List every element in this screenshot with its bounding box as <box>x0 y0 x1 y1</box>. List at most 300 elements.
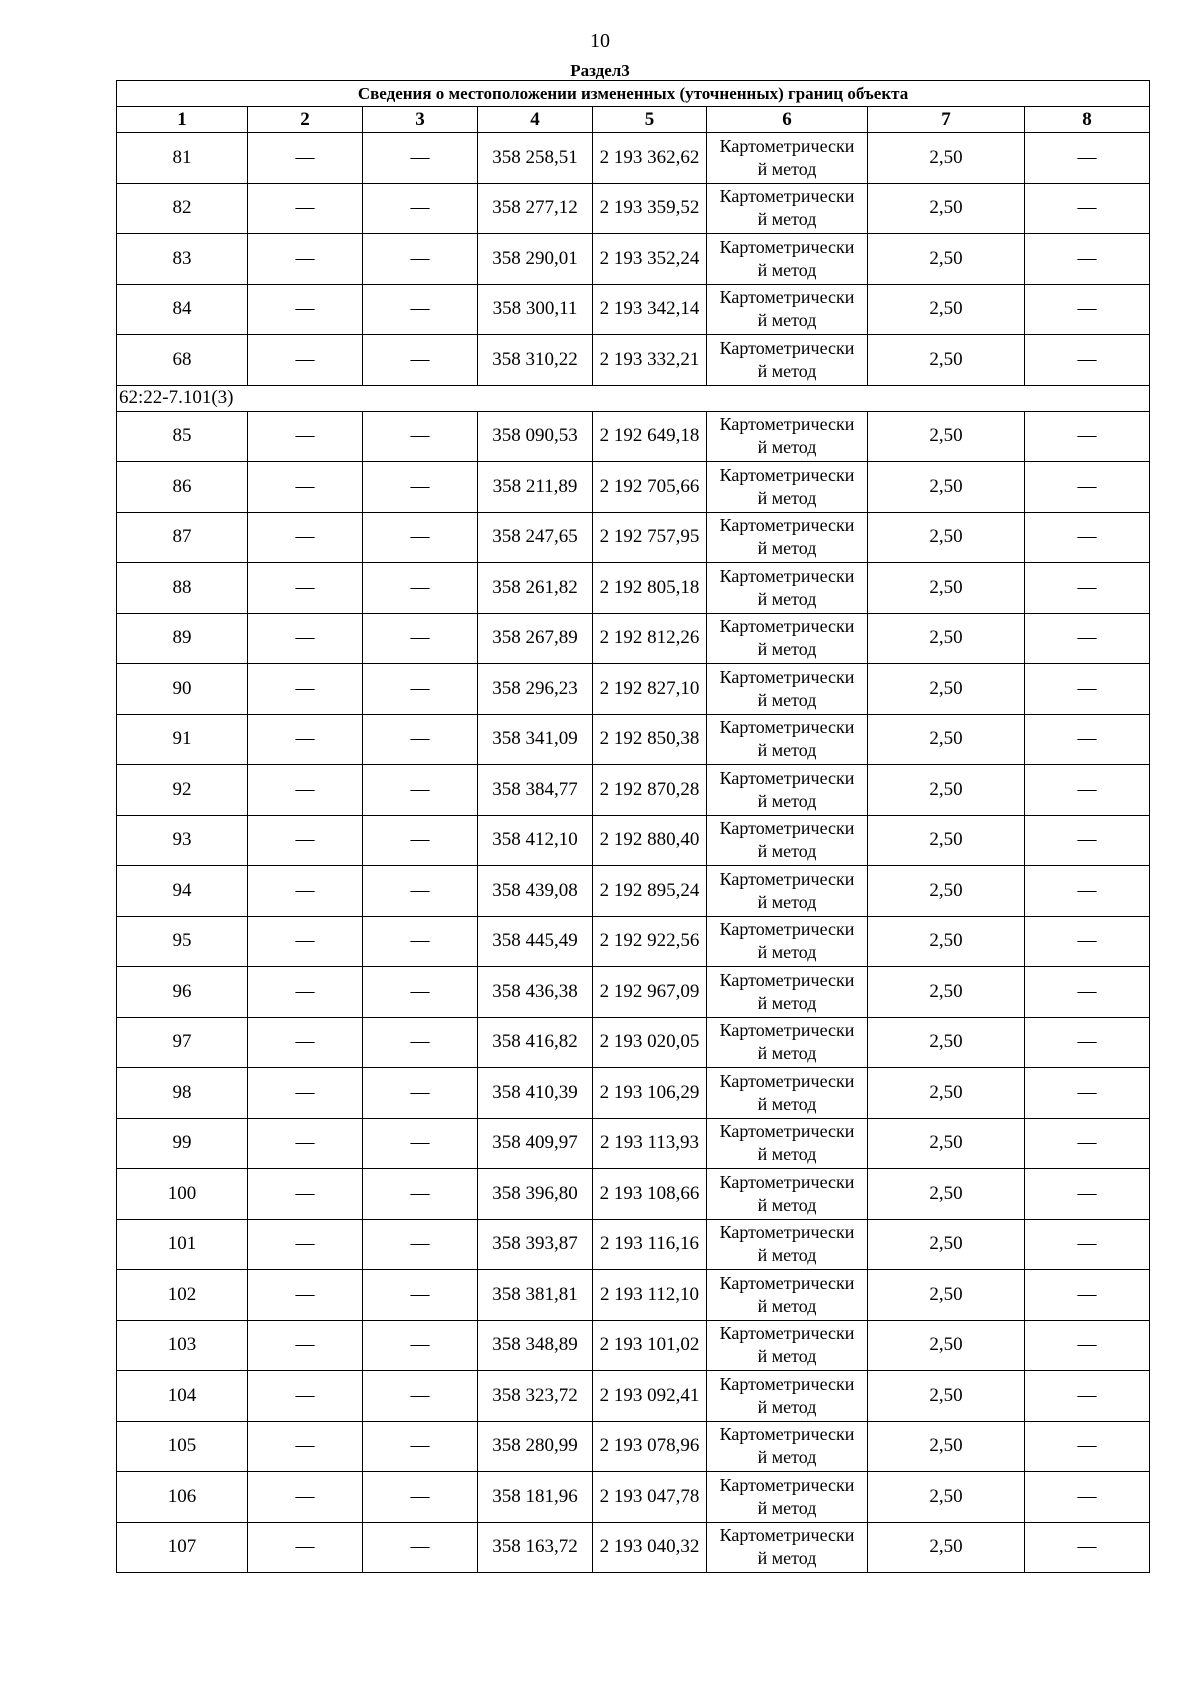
method-cell <box>707 183 868 234</box>
method-line-1: Картометрически <box>719 919 855 940</box>
method-line-1: Картометрически <box>719 1020 855 1041</box>
y-coordinate-cell: 2 193 116,16 <box>593 1219 707 1270</box>
cell-col8: — <box>1025 916 1150 967</box>
table-row <box>117 765 1150 816</box>
method-line-2: й метод <box>757 360 817 381</box>
point-number-cell: 107 <box>117 1522 248 1573</box>
y-coordinate-cell: 2 192 870,28 <box>593 765 707 816</box>
table-row <box>117 563 1150 614</box>
accuracy-cell: 2,50 <box>868 1169 1025 1220</box>
method-line-2: й метод <box>757 1396 817 1417</box>
x-coordinate-cell: 358 416,82 <box>478 1017 593 1068</box>
cell-col2: — <box>248 765 363 816</box>
cell-col8: — <box>1025 664 1150 715</box>
x-coordinate-cell: 358 409,97 <box>478 1118 593 1169</box>
method-line-2: й метод <box>757 639 817 660</box>
method-cell <box>707 714 868 765</box>
method-line-1: Картометрически <box>719 818 855 839</box>
method-line-1: Картометрически <box>719 717 855 738</box>
accuracy-cell: 2,50 <box>868 765 1025 816</box>
method-line-2: й метод <box>757 689 817 710</box>
method-line-1: Картометрически <box>719 969 855 990</box>
cell-col3: — <box>363 1421 478 1472</box>
cell-col2: — <box>248 1320 363 1371</box>
method-line-2: й метод <box>757 1548 817 1569</box>
table-row <box>117 714 1150 765</box>
accuracy-cell: 2,50 <box>868 284 1025 335</box>
cell-col2: — <box>248 335 363 386</box>
cell-col2: — <box>248 1421 363 1472</box>
table-caption: Сведения о местоположении измененных (уточненных) границ объекта <box>117 81 1150 107</box>
cell-col2: — <box>248 1068 363 1119</box>
table-row <box>117 1320 1150 1371</box>
x-coordinate-cell: 358 211,89 <box>478 462 593 513</box>
cell-col8: — <box>1025 1522 1150 1573</box>
table-row <box>117 1017 1150 1068</box>
method-cell <box>707 1270 868 1321</box>
column-header: 1 <box>117 107 248 133</box>
cell-col3: — <box>363 563 478 614</box>
column-header: 8 <box>1025 107 1150 133</box>
method-line-2: й метод <box>757 437 817 458</box>
accuracy-cell: 2,50 <box>868 1371 1025 1422</box>
cell-col8: — <box>1025 613 1150 664</box>
table-row <box>117 234 1150 285</box>
cell-col3: — <box>363 866 478 917</box>
cell-col2: — <box>248 1522 363 1573</box>
cell-col8: — <box>1025 411 1150 462</box>
method-line-2: й метод <box>757 1447 817 1468</box>
cell-col8: — <box>1025 1017 1150 1068</box>
column-header: 2 <box>248 107 363 133</box>
accuracy-cell: 2,50 <box>868 1472 1025 1523</box>
x-coordinate-cell: 358 439,08 <box>478 866 593 917</box>
point-number-cell: 85 <box>117 411 248 462</box>
method-line-2: й метод <box>757 1144 817 1165</box>
cell-col8: — <box>1025 133 1150 184</box>
method-line-2: й метод <box>757 740 817 761</box>
x-coordinate-cell: 358 300,11 <box>478 284 593 335</box>
x-coordinate-cell: 358 258,51 <box>478 133 593 184</box>
method-line-1: Картометрически <box>719 1373 855 1394</box>
cell-col3: — <box>363 613 478 664</box>
cell-col8: — <box>1025 1371 1150 1422</box>
section-title: Раздел3 <box>570 61 630 80</box>
method-cell <box>707 866 868 917</box>
table-row <box>117 462 1150 513</box>
accuracy-cell: 2,50 <box>868 714 1025 765</box>
point-number-cell: 81 <box>117 133 248 184</box>
x-coordinate-cell: 358 163,72 <box>478 1522 593 1573</box>
table-row <box>117 1169 1150 1220</box>
point-number-cell: 104 <box>117 1371 248 1422</box>
table-row <box>117 1371 1150 1422</box>
accuracy-cell: 2,50 <box>868 613 1025 664</box>
method-cell <box>707 1169 868 1220</box>
method-line-2: й метод <box>757 1245 817 1266</box>
method-cell <box>707 1421 868 1472</box>
cell-col8: — <box>1025 967 1150 1018</box>
accuracy-cell: 2,50 <box>868 664 1025 715</box>
table-row <box>117 1068 1150 1119</box>
table-row <box>117 967 1150 1018</box>
table-row <box>117 815 1150 866</box>
cell-col3: — <box>363 1472 478 1523</box>
table-row <box>117 133 1150 184</box>
cell-col8: — <box>1025 284 1150 335</box>
x-coordinate-cell: 358 412,10 <box>478 815 593 866</box>
x-coordinate-cell: 358 290,01 <box>478 234 593 285</box>
cell-col8: — <box>1025 335 1150 386</box>
table-row <box>117 284 1150 335</box>
method-cell <box>707 234 868 285</box>
x-coordinate-cell: 358 410,39 <box>478 1068 593 1119</box>
method-line-1: Картометрически <box>719 1070 855 1091</box>
method-cell <box>707 967 868 1018</box>
y-coordinate-cell: 2 192 922,56 <box>593 916 707 967</box>
cell-col2: — <box>248 1219 363 1270</box>
x-coordinate-cell: 358 280,99 <box>478 1421 593 1472</box>
y-coordinate-cell: 2 193 106,29 <box>593 1068 707 1119</box>
x-coordinate-cell: 358 247,65 <box>478 512 593 563</box>
point-number-cell: 101 <box>117 1219 248 1270</box>
method-line-1: Картометрически <box>719 616 855 637</box>
boundary-coordinates-table <box>116 80 1150 1573</box>
point-number-cell: 91 <box>117 714 248 765</box>
x-coordinate-cell: 358 296,23 <box>478 664 593 715</box>
method-line-2: й метод <box>757 1043 817 1064</box>
method-cell <box>707 613 868 664</box>
point-number-cell: 100 <box>117 1169 248 1220</box>
group-row <box>117 385 1150 411</box>
column-header: 3 <box>363 107 478 133</box>
method-cell <box>707 335 868 386</box>
y-coordinate-cell: 2 193 352,24 <box>593 234 707 285</box>
point-number-cell: 95 <box>117 916 248 967</box>
method-line-2: й метод <box>757 891 817 912</box>
method-line-1: Картометрически <box>719 515 855 536</box>
method-line-1: Картометрически <box>719 1222 855 1243</box>
cell-col3: — <box>363 1270 478 1321</box>
table-row <box>117 183 1150 234</box>
cell-col3: — <box>363 916 478 967</box>
accuracy-cell: 2,50 <box>868 1421 1025 1472</box>
method-line-2: й метод <box>757 992 817 1013</box>
cell-col2: — <box>248 1371 363 1422</box>
y-coordinate-cell: 2 193 342,14 <box>593 284 707 335</box>
page-number: 10 <box>590 30 610 52</box>
method-line-1: Картометрически <box>719 186 855 207</box>
x-coordinate-cell: 358 323,72 <box>478 1371 593 1422</box>
method-line-2: й метод <box>757 1346 817 1367</box>
point-number-cell: 84 <box>117 284 248 335</box>
table-row <box>117 613 1150 664</box>
cell-col3: — <box>363 411 478 462</box>
table-caption-row <box>117 81 1150 107</box>
y-coordinate-cell: 2 193 078,96 <box>593 1421 707 1472</box>
accuracy-cell: 2,50 <box>868 512 1025 563</box>
cell-col3: — <box>363 1169 478 1220</box>
method-cell <box>707 664 868 715</box>
x-coordinate-cell: 358 181,96 <box>478 1472 593 1523</box>
accuracy-cell: 2,50 <box>868 234 1025 285</box>
table-row <box>117 411 1150 462</box>
point-number-cell: 97 <box>117 1017 248 1068</box>
column-header: 5 <box>593 107 707 133</box>
method-line-1: Картометрически <box>719 1525 855 1546</box>
method-cell <box>707 815 868 866</box>
cell-col8: — <box>1025 815 1150 866</box>
method-cell <box>707 1320 868 1371</box>
cell-col8: — <box>1025 1219 1150 1270</box>
method-line-1: Картометрически <box>719 337 855 358</box>
point-number-cell: 105 <box>117 1421 248 1472</box>
accuracy-cell: 2,50 <box>868 183 1025 234</box>
accuracy-cell: 2,50 <box>868 1270 1025 1321</box>
column-number-row <box>117 107 1150 133</box>
y-coordinate-cell: 2 192 895,24 <box>593 866 707 917</box>
cell-col8: — <box>1025 1320 1150 1371</box>
cell-col3: — <box>363 284 478 335</box>
method-line-1: Картометрически <box>719 1121 855 1142</box>
y-coordinate-cell: 2 193 092,41 <box>593 1371 707 1422</box>
point-number-cell: 96 <box>117 967 248 1018</box>
cell-col8: — <box>1025 1068 1150 1119</box>
accuracy-cell: 2,50 <box>868 411 1025 462</box>
y-coordinate-cell: 2 193 359,52 <box>593 183 707 234</box>
cell-col2: — <box>248 1169 363 1220</box>
point-number-cell: 99 <box>117 1118 248 1169</box>
method-line-1: Картометрически <box>719 414 855 435</box>
x-coordinate-cell: 358 341,09 <box>478 714 593 765</box>
table-row <box>117 1421 1150 1472</box>
cell-col3: — <box>363 183 478 234</box>
x-coordinate-cell: 358 261,82 <box>478 563 593 614</box>
method-cell <box>707 1219 868 1270</box>
cell-col8: — <box>1025 183 1150 234</box>
group-label: 62:22-7.101(3) <box>117 385 1150 411</box>
y-coordinate-cell: 2 193 113,93 <box>593 1118 707 1169</box>
cell-col3: — <box>363 664 478 715</box>
method-line-2: й метод <box>757 588 817 609</box>
point-number-cell: 94 <box>117 866 248 917</box>
method-line-1: Картометрически <box>719 464 855 485</box>
method-line-1: Картометрически <box>719 666 855 687</box>
point-number-cell: 93 <box>117 815 248 866</box>
method-line-1: Картометрически <box>719 565 855 586</box>
method-line-2: й метод <box>757 158 817 179</box>
y-coordinate-cell: 2 193 332,21 <box>593 335 707 386</box>
method-cell <box>707 411 868 462</box>
y-coordinate-cell: 2 193 362,62 <box>593 133 707 184</box>
method-cell <box>707 1371 868 1422</box>
table-row <box>117 1472 1150 1523</box>
table-row <box>117 916 1150 967</box>
point-number-cell: 106 <box>117 1472 248 1523</box>
method-line-1: Картометрически <box>719 1272 855 1293</box>
x-coordinate-cell: 358 310,22 <box>478 335 593 386</box>
cell-col3: — <box>363 815 478 866</box>
method-cell <box>707 1522 868 1573</box>
cell-col2: — <box>248 714 363 765</box>
method-line-2: й метод <box>757 310 817 331</box>
point-number-cell: 92 <box>117 765 248 816</box>
cell-col2: — <box>248 462 363 513</box>
cell-col3: — <box>363 1522 478 1573</box>
table-row <box>117 866 1150 917</box>
cell-col2: — <box>248 967 363 1018</box>
method-line-1: Картометрически <box>719 135 855 156</box>
cell-col2: — <box>248 1118 363 1169</box>
method-line-2: й метод <box>757 790 817 811</box>
method-line-1: Картометрически <box>719 868 855 889</box>
method-line-2: й метод <box>757 841 817 862</box>
x-coordinate-cell: 358 393,87 <box>478 1219 593 1270</box>
x-coordinate-cell: 358 348,89 <box>478 1320 593 1371</box>
method-line-2: й метод <box>757 538 817 559</box>
point-number-cell: 83 <box>117 234 248 285</box>
cell-col3: — <box>363 462 478 513</box>
cell-col3: — <box>363 1118 478 1169</box>
cell-col8: — <box>1025 512 1150 563</box>
table-row <box>117 664 1150 715</box>
cell-col2: — <box>248 133 363 184</box>
method-line-2: й метод <box>757 942 817 963</box>
cell-col8: — <box>1025 1421 1150 1472</box>
cell-col3: — <box>363 234 478 285</box>
method-line-1: Картометрически <box>719 1323 855 1344</box>
method-cell <box>707 765 868 816</box>
method-cell <box>707 133 868 184</box>
cell-col2: — <box>248 512 363 563</box>
y-coordinate-cell: 2 193 020,05 <box>593 1017 707 1068</box>
cell-col8: — <box>1025 1472 1150 1523</box>
method-cell <box>707 284 868 335</box>
point-number-cell: 90 <box>117 664 248 715</box>
method-line-2: й метод <box>757 1194 817 1215</box>
column-header: 6 <box>707 107 868 133</box>
cell-col2: — <box>248 1472 363 1523</box>
y-coordinate-cell: 2 192 649,18 <box>593 411 707 462</box>
cell-col8: — <box>1025 714 1150 765</box>
method-line-1: Картометрически <box>719 287 855 308</box>
column-header: 4 <box>478 107 593 133</box>
y-coordinate-cell: 2 192 827,10 <box>593 664 707 715</box>
cell-col3: — <box>363 1068 478 1119</box>
accuracy-cell: 2,50 <box>868 1118 1025 1169</box>
cell-col8: — <box>1025 462 1150 513</box>
table-row <box>117 1522 1150 1573</box>
cell-col2: — <box>248 1017 363 1068</box>
method-cell <box>707 563 868 614</box>
cell-col8: — <box>1025 1118 1150 1169</box>
x-coordinate-cell: 358 445,49 <box>478 916 593 967</box>
y-coordinate-cell: 2 192 812,26 <box>593 613 707 664</box>
y-coordinate-cell: 2 192 805,18 <box>593 563 707 614</box>
cell-col3: — <box>363 512 478 563</box>
x-coordinate-cell: 358 267,89 <box>478 613 593 664</box>
method-cell <box>707 916 868 967</box>
cell-col8: — <box>1025 866 1150 917</box>
accuracy-cell: 2,50 <box>868 563 1025 614</box>
method-line-2: й метод <box>757 1093 817 1114</box>
x-coordinate-cell: 358 277,12 <box>478 183 593 234</box>
table-body <box>117 81 1150 1573</box>
cell-col3: — <box>363 714 478 765</box>
method-line-1: Картометрически <box>719 236 855 257</box>
cell-col8: — <box>1025 563 1150 614</box>
y-coordinate-cell: 2 192 850,38 <box>593 714 707 765</box>
cell-col2: — <box>248 1270 363 1321</box>
point-number-cell: 88 <box>117 563 248 614</box>
accuracy-cell: 2,50 <box>868 1320 1025 1371</box>
method-cell <box>707 512 868 563</box>
cell-col2: — <box>248 815 363 866</box>
point-number-cell: 103 <box>117 1320 248 1371</box>
y-coordinate-cell: 2 192 967,09 <box>593 967 707 1018</box>
cell-col2: — <box>248 866 363 917</box>
cell-col3: — <box>363 133 478 184</box>
point-number-cell: 102 <box>117 1270 248 1321</box>
accuracy-cell: 2,50 <box>868 462 1025 513</box>
table-row <box>117 1270 1150 1321</box>
method-line-1: Картометрически <box>719 1474 855 1495</box>
cell-col3: — <box>363 967 478 1018</box>
point-number-cell: 98 <box>117 1068 248 1119</box>
point-number-cell: 82 <box>117 183 248 234</box>
point-number-cell: 68 <box>117 335 248 386</box>
cell-col8: — <box>1025 1169 1150 1220</box>
method-cell <box>707 1118 868 1169</box>
x-coordinate-cell: 358 396,80 <box>478 1169 593 1220</box>
x-coordinate-cell: 358 090,53 <box>478 411 593 462</box>
cell-col3: — <box>363 1219 478 1270</box>
cell-col2: — <box>248 284 363 335</box>
cell-col3: — <box>363 1371 478 1422</box>
table-row <box>117 335 1150 386</box>
method-cell <box>707 1472 868 1523</box>
y-coordinate-cell: 2 193 108,66 <box>593 1169 707 1220</box>
table-row <box>117 512 1150 563</box>
table-row <box>117 1219 1150 1270</box>
cell-col2: — <box>248 234 363 285</box>
x-coordinate-cell: 358 381,81 <box>478 1270 593 1321</box>
method-line-1: Картометрически <box>719 767 855 788</box>
column-header: 7 <box>868 107 1025 133</box>
accuracy-cell: 2,50 <box>868 916 1025 967</box>
accuracy-cell: 2,50 <box>868 967 1025 1018</box>
method-line-2: й метод <box>757 209 817 230</box>
accuracy-cell: 2,50 <box>868 815 1025 866</box>
accuracy-cell: 2,50 <box>868 1219 1025 1270</box>
y-coordinate-cell: 2 192 880,40 <box>593 815 707 866</box>
y-coordinate-cell: 2 193 040,32 <box>593 1522 707 1573</box>
accuracy-cell: 2,50 <box>868 866 1025 917</box>
cell-col2: — <box>248 183 363 234</box>
x-coordinate-cell: 358 384,77 <box>478 765 593 816</box>
table-row <box>117 1118 1150 1169</box>
cell-col3: — <box>363 335 478 386</box>
accuracy-cell: 2,50 <box>868 133 1025 184</box>
accuracy-cell: 2,50 <box>868 335 1025 386</box>
method-cell <box>707 462 868 513</box>
y-coordinate-cell: 2 193 112,10 <box>593 1270 707 1321</box>
cell-col2: — <box>248 916 363 967</box>
y-coordinate-cell: 2 193 047,78 <box>593 1472 707 1523</box>
accuracy-cell: 2,50 <box>868 1068 1025 1119</box>
accuracy-cell: 2,50 <box>868 1522 1025 1573</box>
method-line-1: Картометрически <box>719 1424 855 1445</box>
